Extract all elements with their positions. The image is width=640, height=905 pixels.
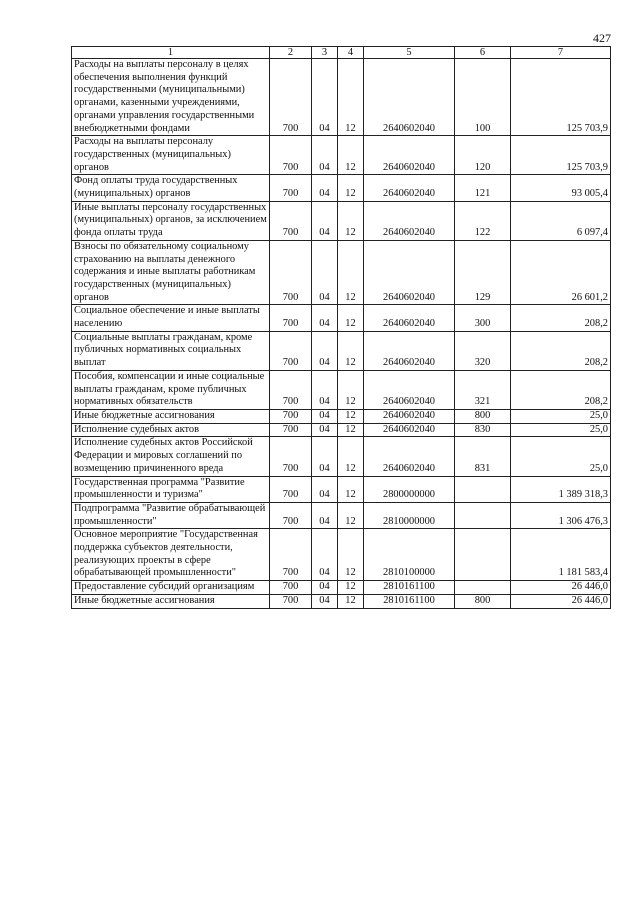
subsection-code-cell: 12 xyxy=(338,59,364,136)
row-name-cell: Исполнение судебных актов xyxy=(72,423,270,437)
section-code-cell: 04 xyxy=(312,201,338,240)
expense-type-cell: 800 xyxy=(455,409,511,423)
expense-type-cell xyxy=(455,476,511,502)
target-article-cell: 2810161100 xyxy=(364,594,455,608)
grbs-code-cell: 700 xyxy=(270,581,312,595)
section-code-cell: 04 xyxy=(312,240,338,305)
table-row xyxy=(72,529,611,581)
section-code-cell: 04 xyxy=(312,581,338,595)
section-code-cell: 04 xyxy=(312,529,338,581)
row-name-cell: Социальное обеспечение и иные выплаты населению xyxy=(72,305,270,331)
column-header: 5 xyxy=(364,47,455,59)
table-row xyxy=(72,594,611,608)
row-name-cell: Иные бюджетные ассигнования xyxy=(72,594,270,608)
subsection-code-cell: 12 xyxy=(338,476,364,502)
expense-type-cell: 300 xyxy=(455,305,511,331)
subsection-code-cell: 12 xyxy=(338,175,364,201)
row-name-cell: Фонд оплаты труда государственных (муниципальных) органов xyxy=(72,175,270,201)
grbs-code-cell: 700 xyxy=(270,476,312,502)
amount-cell: 208,2 xyxy=(511,370,611,409)
subsection-code-cell: 12 xyxy=(338,201,364,240)
section-code-cell: 04 xyxy=(312,502,338,528)
target-article-cell: 2800000000 xyxy=(364,476,455,502)
subsection-code-cell: 12 xyxy=(338,437,364,476)
grbs-code-cell: 700 xyxy=(270,201,312,240)
table-row xyxy=(72,305,611,331)
grbs-code-cell: 700 xyxy=(270,370,312,409)
row-name-cell: Социальные выплаты гражданам, кроме публичных нормативных социальных выплат xyxy=(72,331,270,370)
amount-cell: 25,0 xyxy=(511,423,611,437)
target-article-cell: 2640602040 xyxy=(364,331,455,370)
page-number: 427 xyxy=(593,31,611,45)
amount-cell: 93 005,4 xyxy=(511,175,611,201)
row-name-cell: Подпрограмма "Развитие обрабатывающей промышленности" xyxy=(72,502,270,528)
amount-cell: 25,0 xyxy=(511,437,611,476)
target-article-cell: 2640602040 xyxy=(364,136,455,175)
subsection-code-cell: 12 xyxy=(338,136,364,175)
expense-type-cell: 831 xyxy=(455,437,511,476)
table-body xyxy=(72,59,611,609)
section-code-cell: 04 xyxy=(312,409,338,423)
subsection-code-cell: 12 xyxy=(338,502,364,528)
table-row xyxy=(72,331,611,370)
amount-cell: 26 601,2 xyxy=(511,240,611,305)
section-code-cell: 04 xyxy=(312,136,338,175)
expense-type-cell xyxy=(455,502,511,528)
expense-type-cell: 320 xyxy=(455,331,511,370)
table-row xyxy=(72,437,611,476)
expense-type-cell xyxy=(455,581,511,595)
target-article-cell: 2640602040 xyxy=(364,437,455,476)
table-row xyxy=(72,423,611,437)
table-row xyxy=(72,59,611,136)
target-article-cell: 2640602040 xyxy=(364,370,455,409)
budget-table xyxy=(71,46,611,609)
expense-type-cell: 800 xyxy=(455,594,511,608)
grbs-code-cell: 700 xyxy=(270,437,312,476)
subsection-code-cell: 12 xyxy=(338,305,364,331)
amount-cell: 1 181 583,4 xyxy=(511,529,611,581)
grbs-code-cell: 700 xyxy=(270,240,312,305)
subsection-code-cell: 12 xyxy=(338,331,364,370)
grbs-code-cell: 700 xyxy=(270,305,312,331)
expense-type-cell: 830 xyxy=(455,423,511,437)
column-header: 6 xyxy=(455,47,511,59)
target-article-cell: 2640602040 xyxy=(364,175,455,201)
grbs-code-cell: 700 xyxy=(270,529,312,581)
amount-cell: 1 306 476,3 xyxy=(511,502,611,528)
column-header: 3 xyxy=(312,47,338,59)
amount-cell: 208,2 xyxy=(511,331,611,370)
table-row xyxy=(72,240,611,305)
table-row xyxy=(72,409,611,423)
section-code-cell: 04 xyxy=(312,370,338,409)
subsection-code-cell: 12 xyxy=(338,409,364,423)
grbs-code-cell: 700 xyxy=(270,136,312,175)
target-article-cell: 2640602040 xyxy=(364,409,455,423)
row-name-cell: Основное мероприятие "Государственная поддержка субъектов деятельности, реализующих проекты в сфере обрабатывающей промышленности" xyxy=(72,529,270,581)
section-code-cell: 04 xyxy=(312,305,338,331)
grbs-code-cell: 700 xyxy=(270,423,312,437)
section-code-cell: 04 xyxy=(312,594,338,608)
row-name-cell: Исполнение судебных актов Российской Федерации и мировых соглашений по возмещению причиненного вреда xyxy=(72,437,270,476)
table-row xyxy=(72,175,611,201)
target-article-cell: 2640602040 xyxy=(364,305,455,331)
table-row xyxy=(72,136,611,175)
grbs-code-cell: 700 xyxy=(270,502,312,528)
expense-type-cell: 122 xyxy=(455,201,511,240)
table-header-row xyxy=(72,47,611,59)
grbs-code-cell: 700 xyxy=(270,175,312,201)
column-header: 2 xyxy=(270,47,312,59)
table-row xyxy=(72,370,611,409)
grbs-code-cell: 700 xyxy=(270,59,312,136)
target-article-cell: 2810161100 xyxy=(364,581,455,595)
table-row xyxy=(72,476,611,502)
row-name-cell: Иные бюджетные ассигнования xyxy=(72,409,270,423)
subsection-code-cell: 12 xyxy=(338,370,364,409)
row-name-cell: Расходы на выплаты персоналу государственных (муниципальных) органов xyxy=(72,136,270,175)
amount-cell: 26 446,0 xyxy=(511,594,611,608)
row-name-cell: Взносы по обязательному социальному страхованию на выплаты денежного содержания и иные выплаты работникам государственных (муниципальных) органов xyxy=(72,240,270,305)
table-row xyxy=(72,201,611,240)
table-row xyxy=(72,581,611,595)
section-code-cell: 04 xyxy=(312,331,338,370)
subsection-code-cell: 12 xyxy=(338,581,364,595)
section-code-cell: 04 xyxy=(312,59,338,136)
column-header: 4 xyxy=(338,47,364,59)
expense-type-cell: 321 xyxy=(455,370,511,409)
column-header: 1 xyxy=(72,47,270,59)
row-name-cell: Расходы на выплаты персоналу в целях обеспечения выполнения функций государственными (муниципальными) органами, казенными учреждениями, органами управления государственными внебюджетными фондами xyxy=(72,59,270,136)
amount-cell: 125 703,9 xyxy=(511,136,611,175)
target-article-cell: 2640602040 xyxy=(364,240,455,305)
subsection-code-cell: 12 xyxy=(338,594,364,608)
grbs-code-cell: 700 xyxy=(270,331,312,370)
subsection-code-cell: 12 xyxy=(338,423,364,437)
expense-type-cell: 129 xyxy=(455,240,511,305)
subsection-code-cell: 12 xyxy=(338,240,364,305)
table-row xyxy=(72,502,611,528)
row-name-cell: Государственная программа "Развитие промышленности и туризма" xyxy=(72,476,270,502)
amount-cell: 25,0 xyxy=(511,409,611,423)
grbs-code-cell: 700 xyxy=(270,594,312,608)
row-name-cell: Предоставление субсидий организациям xyxy=(72,581,270,595)
subsection-code-cell: 12 xyxy=(338,529,364,581)
expense-type-cell: 100 xyxy=(455,59,511,136)
section-code-cell: 04 xyxy=(312,175,338,201)
amount-cell: 6 097,4 xyxy=(511,201,611,240)
grbs-code-cell: 700 xyxy=(270,409,312,423)
row-name-cell: Иные выплаты персоналу государственных (муниципальных) органов, за исключением фонда оплаты труда xyxy=(72,201,270,240)
section-code-cell: 04 xyxy=(312,423,338,437)
amount-cell: 208,2 xyxy=(511,305,611,331)
row-name-cell: Пособия, компенсации и иные социальные выплаты гражданам, кроме публичных нормативных обязательств xyxy=(72,370,270,409)
target-article-cell: 2810100000 xyxy=(364,529,455,581)
expense-type-cell: 121 xyxy=(455,175,511,201)
target-article-cell: 2640602040 xyxy=(364,201,455,240)
amount-cell: 1 389 318,3 xyxy=(511,476,611,502)
target-article-cell: 2640602040 xyxy=(364,423,455,437)
target-article-cell: 2640602040 xyxy=(364,59,455,136)
expense-type-cell xyxy=(455,529,511,581)
amount-cell: 26 446,0 xyxy=(511,581,611,595)
expense-type-cell: 120 xyxy=(455,136,511,175)
amount-cell: 125 703,9 xyxy=(511,59,611,136)
section-code-cell: 04 xyxy=(312,437,338,476)
column-header: 7 xyxy=(511,47,611,59)
section-code-cell: 04 xyxy=(312,476,338,502)
target-article-cell: 2810000000 xyxy=(364,502,455,528)
